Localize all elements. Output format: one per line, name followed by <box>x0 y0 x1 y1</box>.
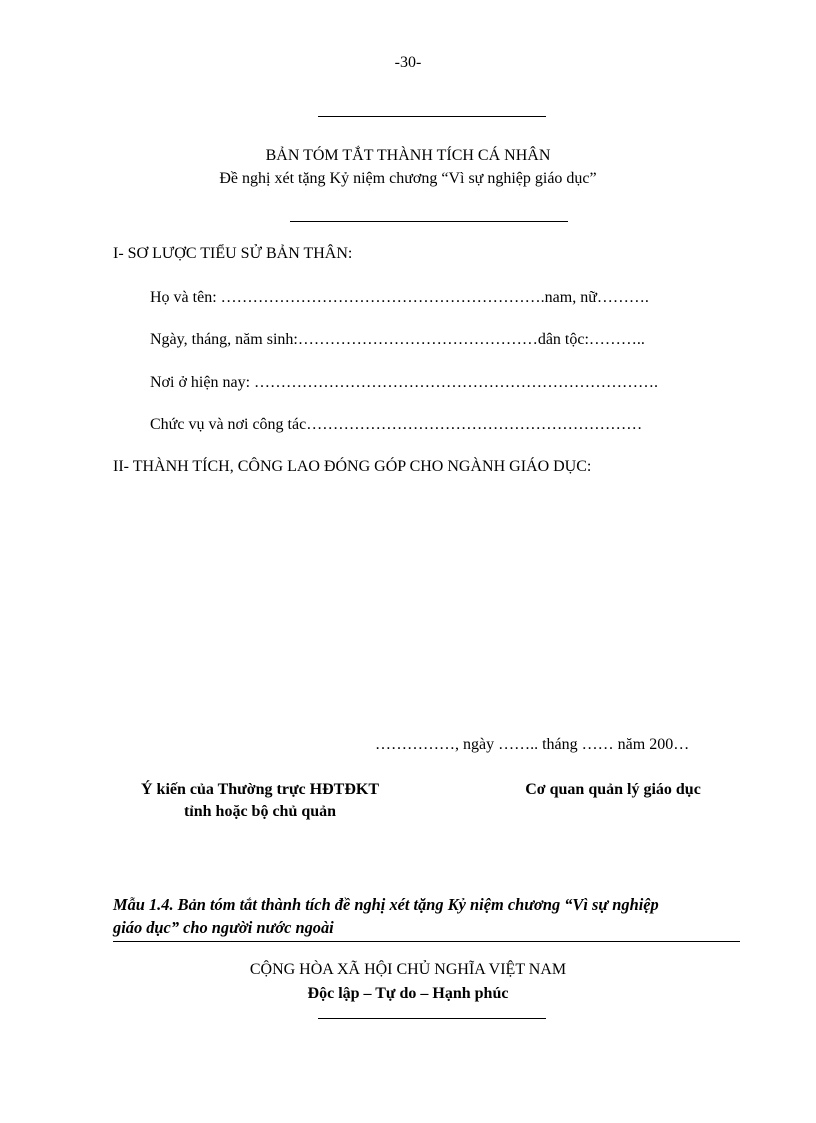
document-title: BẢN TÓM TẮT THÀNH TÍCH CÁ NHÂN <box>265 147 551 164</box>
national-motto: Độc lập – Tự do – Hạnh phúc <box>307 985 509 1002</box>
bottom-divider <box>318 1018 546 1019</box>
field-position-workplace: Chức vụ và nơi công tác……………………………………………………… <box>150 416 643 433</box>
signature-right: Cơ quan quản lý giáo dục <box>525 781 701 798</box>
field-full-name: Họ và tên: …………………………………………………….nam, nữ………. <box>150 289 649 306</box>
page-number: -30- <box>394 54 422 71</box>
top-divider <box>318 116 546 117</box>
field-current-residence: Nơi ở hiện nay: …………………………………………………………………. <box>150 374 659 391</box>
form-caption-line1: Mẫu 1.4. Bản tóm tắt thành tích đề nghị xét tặng Kỷ niệm chương “Vì sự nghiệp <box>113 895 659 914</box>
date-line: ……………, ngày …….. tháng …… năm 200… <box>375 736 690 753</box>
signature-left-line2: tỉnh hoặc bộ chủ quản <box>183 803 337 820</box>
document-subtitle: Đề nghị xét tặng Kỷ niệm chương “Vì sự nghiệp giáo dục” <box>219 170 597 187</box>
section-2-heading: II- THÀNH TÍCH, CÔNG LAO ĐÓNG GÓP CHO NGÀNH GIÁO DỤC: <box>113 458 592 475</box>
form-caption-line2: giáo dục” cho người nước ngoài <box>113 918 334 937</box>
field-birth-date: Ngày, tháng, năm sinh:………………………………………dân tộc:……….. <box>150 331 645 348</box>
signature-left-line1: Ý kiến của Thường trực HĐTĐKT <box>140 781 379 798</box>
caption-underline <box>113 941 740 942</box>
national-header-line1: CỘNG HÒA XÃ HỘI CHỦ NGHĨA VIỆT NAM <box>249 961 567 978</box>
section-1-heading: I- SƠ LƯỢC TIỂU SỬ BẢN THÂN: <box>113 245 353 262</box>
title-divider <box>290 221 568 222</box>
